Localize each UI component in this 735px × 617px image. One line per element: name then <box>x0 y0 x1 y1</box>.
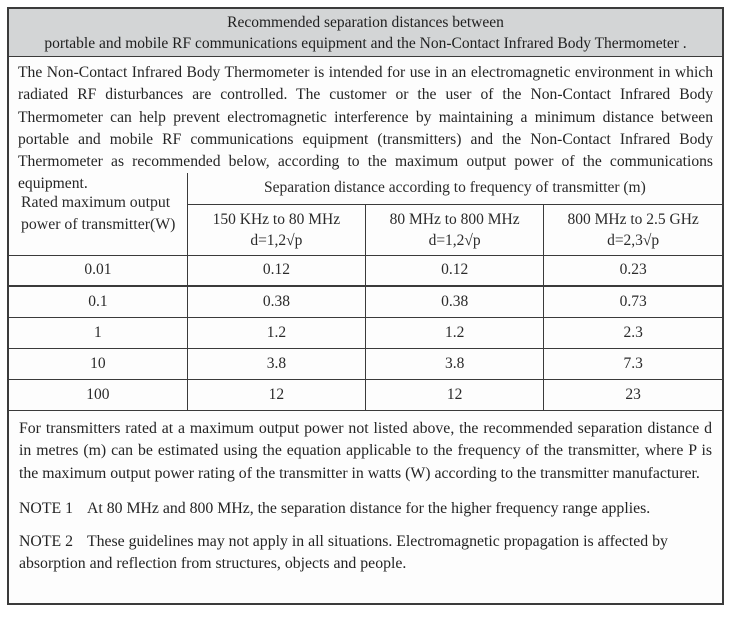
freq-range: 150 KHz to 80 MHz <box>212 210 341 228</box>
freq-range: 80 MHz to 800 MHz <box>389 210 520 228</box>
power-cell: 1 <box>9 317 187 348</box>
distance-cell: 0.12 <box>187 255 365 286</box>
distance-cell: 3.8 <box>366 348 544 379</box>
table-title <box>9 9 722 57</box>
freq-column-header-1 <box>187 204 365 255</box>
manual-table-page <box>7 7 724 605</box>
distance-cell: 0.38 <box>187 286 365 317</box>
distance-cell: 12 <box>366 379 544 410</box>
distance-cell: 3.8 <box>187 348 365 379</box>
freq-formula: d=1,2√p <box>250 231 303 249</box>
freq-column-header-2 <box>366 204 544 255</box>
distance-cell: 0.38 <box>366 286 544 317</box>
note-1-text: At 80 MHz and 800 MHz, the separation distance for the higher frequency range applies. <box>86 500 651 518</box>
power-cell: 0.01 <box>9 255 187 286</box>
table-row <box>9 255 722 286</box>
intro-paragraph: The Non-Contact Infrared Body Thermometer is intended for use in an electromagnetic environment in which radiated RF disturbances are controlled. The customer or the user of the Non-Contact Infrared Body Thermometer can help prevent electromagnetic interference by maintaining a minimum distance between portable and mobile RF communications equipment (transmitters) and the Non-Contact Infrared Body Thermometer as recommended below, according to the maximum output power of the communications equipment. <box>18 64 713 193</box>
distance-cell: 12 <box>187 379 365 410</box>
distance-cell: 0.73 <box>544 286 722 317</box>
separation-distance-table <box>9 173 722 411</box>
distance-cell: 0.12 <box>366 255 544 286</box>
power-cell: 10 <box>9 348 187 379</box>
table-row <box>9 348 722 379</box>
distance-cell: 1.2 <box>187 317 365 348</box>
footer-paragraph: For transmitters rated at a maximum output power not listed above, the recommended separation distance d in metres (m) can be estimated using the equation applicable to the frequency of the transmitter, where P is the maximum output power rating of the transmitter in watts (W) according to the transmitter manufacturer. <box>19 419 712 482</box>
title-line-2: portable and mobile RF communications equipment and the Non-Contact Infrared Body Thermometer . <box>44 34 687 52</box>
power-cell: 0.1 <box>9 286 187 317</box>
freq-formula: d=2,3√p <box>607 231 660 249</box>
title-line-1: Recommended separation distances between <box>227 13 504 31</box>
freq-range: 800 MHz to 2.5 GHz <box>567 210 699 228</box>
table-row <box>9 286 722 317</box>
corner-header-cell: Rated maximum output power of transmitter(W) <box>9 173 187 255</box>
note-2 <box>19 531 712 576</box>
freq-formula: d=1,2√p <box>428 231 481 249</box>
note-2-text: These guidelines may not apply in all situations. Electromagnetic propagation is affected by absorption and reflection from structures, objects and people. <box>19 532 668 573</box>
note-2-label: NOTE 2 <box>19 532 73 550</box>
table-row <box>9 317 722 348</box>
table-row <box>9 379 722 410</box>
freq-column-header-3 <box>544 204 722 255</box>
table-header-row-span <box>9 173 722 204</box>
note-1 <box>19 498 712 521</box>
distance-cell: 2.3 <box>544 317 722 348</box>
span-header-cell: Separation distance according to frequency of transmitter (m) <box>187 173 722 204</box>
distance-cell: 23 <box>544 379 722 410</box>
distance-cell: 0.23 <box>544 255 722 286</box>
note-1-label: NOTE 1 <box>19 500 73 518</box>
distance-cell: 1.2 <box>366 317 544 348</box>
power-cell: 100 <box>9 379 187 410</box>
footer-section <box>9 411 722 577</box>
distance-cell: 7.3 <box>544 348 722 379</box>
